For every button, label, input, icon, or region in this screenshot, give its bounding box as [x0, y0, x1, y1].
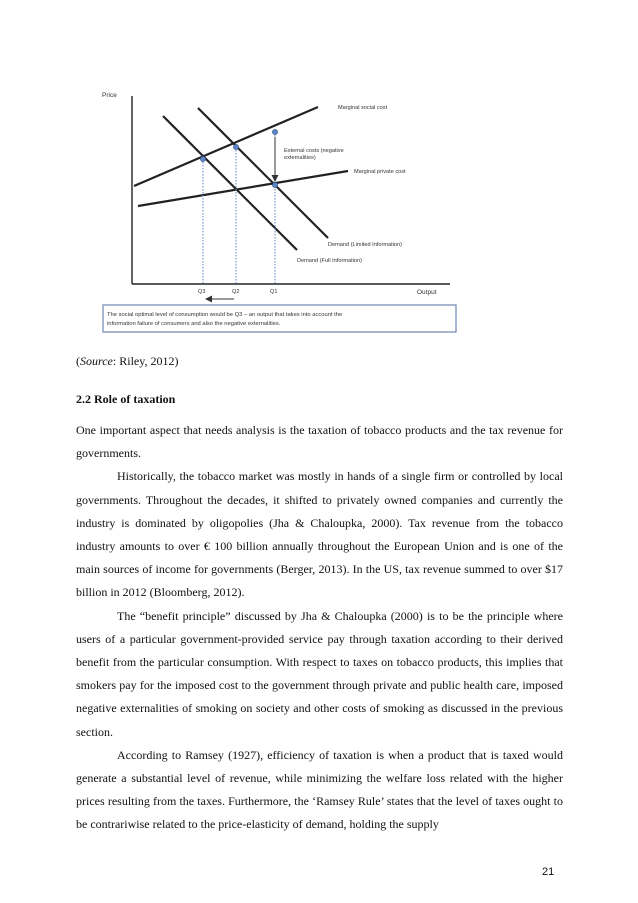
- q2-label: Q2: [232, 289, 240, 295]
- caption-line-2: information failure of consumers and also the negative externalities.: [107, 321, 281, 327]
- x-axis-label: Output: [417, 289, 437, 296]
- marginal-private-cost-curve: [138, 171, 348, 206]
- paragraph: The “benefit principle” discussed by Jha & Chaloupka (2000) is to be the principle where users of a particular government-provided service pay through taxation according to their derived benefit from the particular consumption. With respect to taxes on tobacco products, this implies that smokers pay for the imposed cost to the government through private and public health care, imposed negative externalities of smoking on society and other costs of smoking as discussed in the previous section.: [76, 608, 563, 739]
- source-prefix: (: [76, 354, 80, 368]
- figure-source: [76, 354, 178, 369]
- demand-limited-information-curve: [198, 108, 328, 238]
- caption-box: [103, 305, 456, 332]
- paragraph: One important aspect that needs analysis is the taxation of tobacco products and the tax revenue for governments.: [76, 423, 563, 461]
- demand-full-information-label: Demand (Full Information): [297, 258, 362, 264]
- q1-private-cost-point: [272, 182, 277, 187]
- q3-point: [200, 156, 205, 161]
- q3-label: Q3: [198, 289, 206, 295]
- y-axis-label: Price: [102, 92, 117, 99]
- marginal-social-cost-curve: [134, 107, 318, 186]
- source-citation: : Riley, 2012): [112, 354, 179, 368]
- source-label: Source: [80, 354, 113, 368]
- external-costs-label-line2: externalities): [284, 155, 316, 161]
- demand-limited-information-label: Demand (Limited Information): [328, 242, 402, 248]
- external-costs-label-line1: External costs (negative: [284, 148, 344, 154]
- paragraph: Historically, the tobacco market was mostly in hands of a single firm or controlled by local governments. Throughout the decades, it shifted to privately owned companies and currently the industry is dominated by oligopolies (Jha & Chaloupka, 2000). Tax revenue from the tobacco industry amounts to over € 100 billion annually throughout the European Union and is one of the main sources of income for governments (Berger, 2013). In the US, tax revenue summed to over $17 billion in 2012 (Bloomberg, 2012).: [76, 469, 563, 600]
- q1-label: Q1: [270, 289, 278, 295]
- page-number: 21: [542, 866, 555, 878]
- externality-diagram: [92, 80, 458, 345]
- marginal-social-cost-label: Marginal social cost: [338, 105, 388, 111]
- marginal-private-cost-label: Marginal private cost: [354, 169, 406, 175]
- section-title: 2.2 Role of taxation: [76, 392, 176, 406]
- body-text: [76, 419, 563, 837]
- diagram-svg: [92, 80, 458, 345]
- q1-social-cost-point: [272, 129, 277, 134]
- caption-line-1: The social optimal level of consumption would be Q3 – an output that takes into account the: [107, 312, 343, 318]
- q2-point: [233, 144, 238, 149]
- paragraph: According to Ramsey (1927), efficiency of taxation is when a product that is taxed would generate a substantial level of revenue, while minimizing the welfare loss related with the higher prices resulting from the taxes. Furthermore, the ‘Ramsey Rule’ states that the level of taxes ought to be contrariwise related to the price-elasticity of demand, holding the supply: [76, 747, 563, 832]
